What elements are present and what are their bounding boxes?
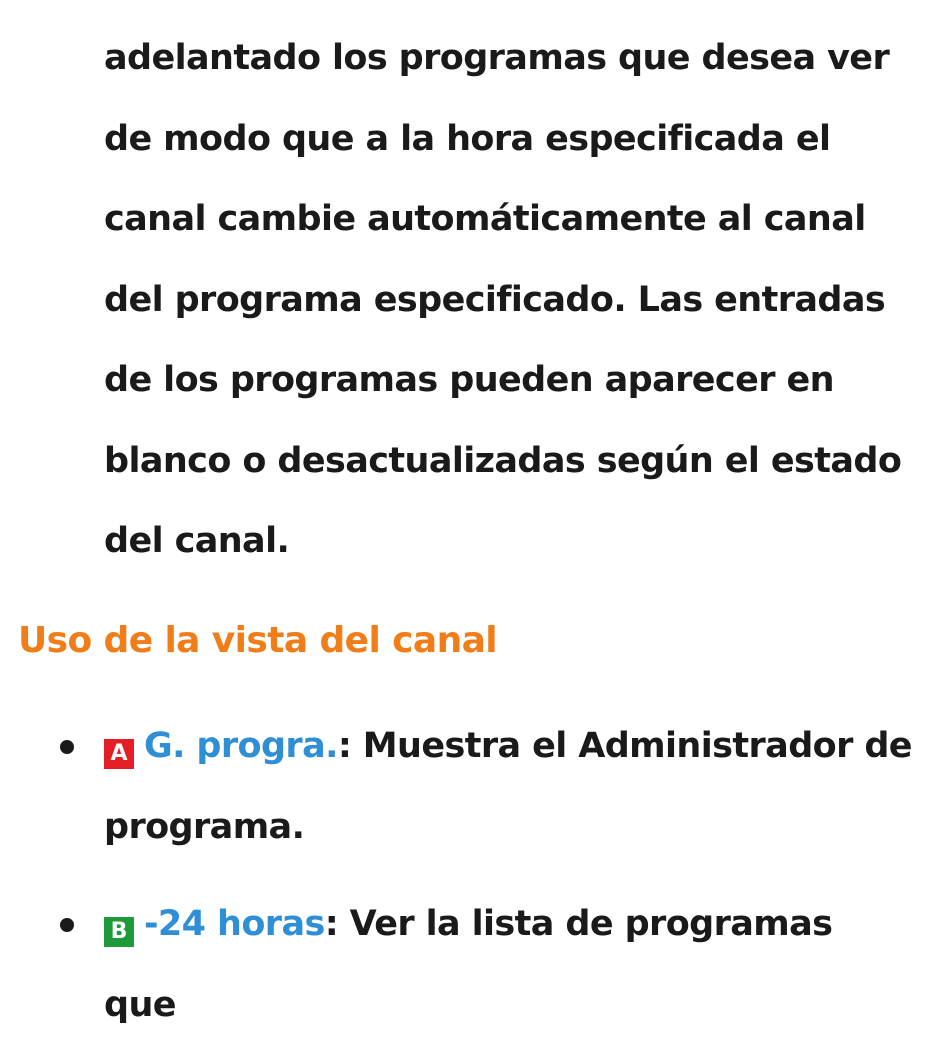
red-a-button-icon: A [104,739,134,769]
program-guide-term: G. progra. [144,726,338,766]
green-b-button-icon: B [104,917,134,947]
bullet-dot-icon [60,918,74,932]
list-item-program-guide [104,706,914,867]
section-heading: Uso de la vista del canal [18,620,498,661]
program-guide-description: : Muestra el Administrador de programa. [104,726,912,847]
minus-24-hours-description: : Ver la lista de programas que [104,904,833,1025]
list-item-minus-24-hours [104,884,914,1045]
intro-paragraph: adelantado los programas que desea ver de modo que a la hora especificada el canal cambie automáticamente al canal del programa especificado. Las entradas de los programas pueden aparecer en blanco o desactualizadas según el estado del canal. [104,38,902,561]
bullet-dot-icon [60,740,74,754]
minus-24-hours-term: -24 horas [144,904,325,944]
